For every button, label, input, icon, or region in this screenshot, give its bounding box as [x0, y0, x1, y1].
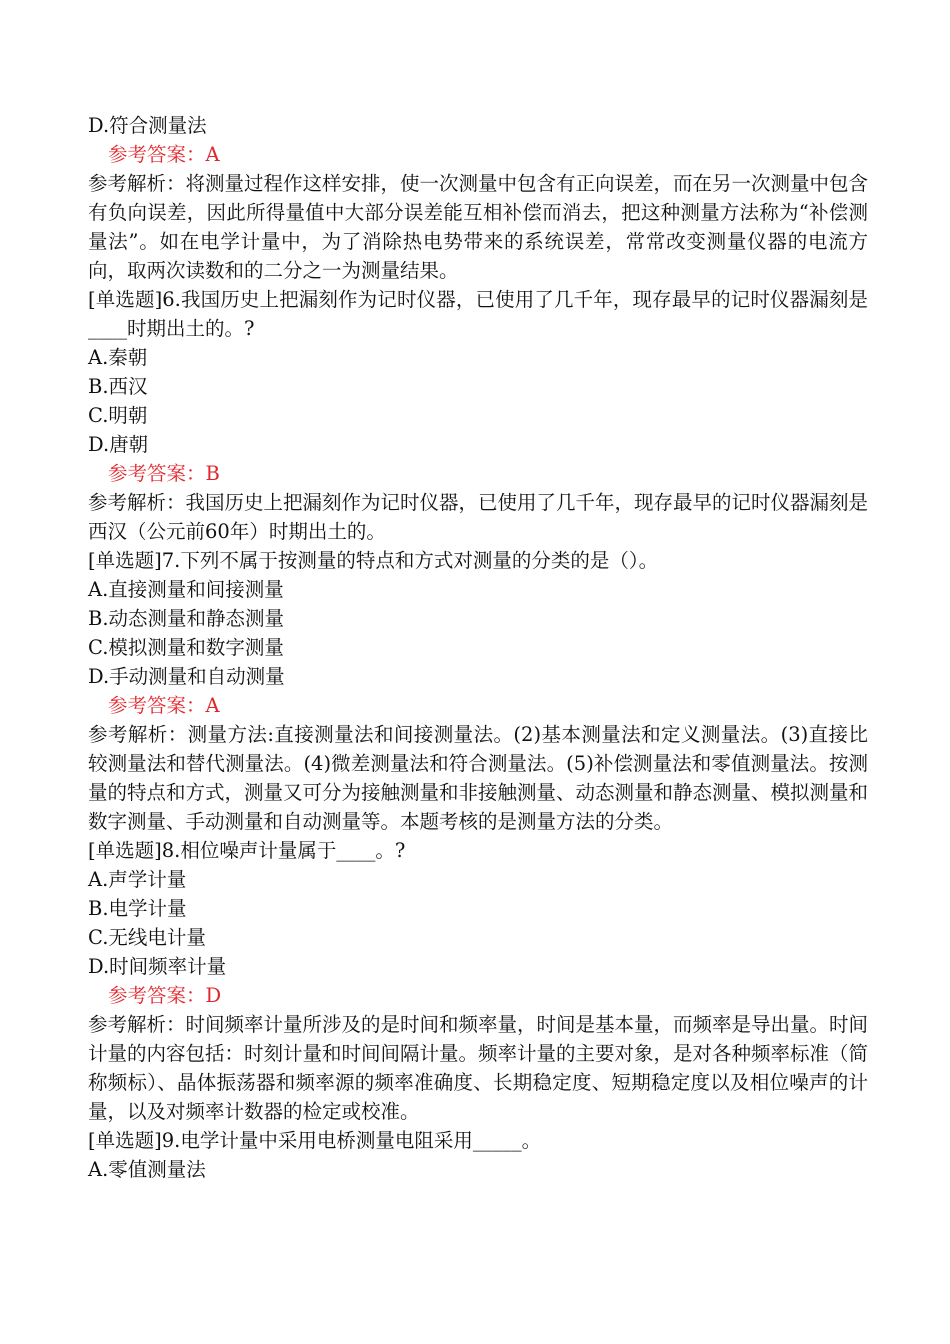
option-b-q6: B.西汉 — [88, 375, 148, 398]
answer-q6: 参考答案：B — [108, 462, 220, 485]
question-6: [单选题]6.我国历史上把漏刻作为记时仪器，已使用了几千年，现存最早的记时仪器漏刻是____时期出土的。? — [88, 288, 868, 340]
option-d-q5: D.符合测量法 — [88, 114, 207, 137]
option-b-q7: B.动态测量和静态测量 — [88, 607, 285, 630]
question-8: [单选题]8.相位噪声计量属于____。? — [88, 839, 406, 862]
option-d-q7: D.手动测量和自动测量 — [88, 665, 285, 688]
option-d-q8: D.时间频率计量 — [88, 955, 227, 978]
option-c-q6: C.明朝 — [88, 404, 148, 427]
analysis-q8: 参考解析：时间频率计量所涉及的是时间和频率量，时间是基本量，而频率是导出量。时间计量的内容包括：时刻计量和时间间隔计量。频率计量的主要对象，是对各种频率标准（简称频标）、晶体振荡器和频率源的频率准确度、长期稳定度、短期稳定度以及相位噪声的计量，以及对频率计数器的检定或校准。 — [88, 1013, 869, 1123]
option-a-q7: A.直接测量和间接测量 — [88, 578, 284, 601]
option-a-q6: A.秦朝 — [88, 346, 148, 369]
answer-q8: 参考答案：D — [108, 984, 222, 1007]
answer-q7: 参考答案：A — [108, 694, 220, 717]
document-page — [88, 111, 868, 1184]
analysis-q5: 参考解析：将测量过程作这样安排，使一次测量中包含有正向误差，而在另一次测量中包含有负向误差，因此所得量值中大部分误差能互相补偿而消去，把这种测量方法称为“补偿测量法”。如在电学计量中，为了消除热电势带来的系统误差，常常改变测量仪器的电流方向，取两次读数和的二分之一为测量结果。 — [88, 172, 869, 282]
analysis-q6: 参考解析：我国历史上把漏刻作为记时仪器，已使用了几千年，现存最早的记时仪器漏刻是西汉（公元前60年）时期出土的。 — [88, 491, 869, 543]
option-c-q7: C.模拟测量和数字测量 — [88, 636, 284, 659]
question-7: [单选题]7.下列不属于按测量的特点和方式对测量的分类的是（）。 — [88, 549, 659, 572]
option-d-q6: D.唐朝 — [88, 433, 149, 456]
question-9: [单选题]9.电学计量中采用电桥测量电阻采用_____。 — [88, 1129, 542, 1152]
option-c-q8: C.无线电计量 — [88, 926, 206, 949]
option-b-q8: B.电学计量 — [88, 897, 187, 920]
option-a-q9: A.零值测量法 — [88, 1158, 206, 1181]
analysis-q7: 参考解析：测量方法:直接测量法和间接测量法。(2)基本测量法和定义测量法。(3)直接比较测量法和替代测量法。(4)微差测量法和符合测量法。(5)补偿测量法和零值测量法。按测量的特点和方式，测量又可分为接触测量和非接触测量、动态测量和静态测量、模拟测量和数字测量、手动测量和自动测量等。本题考核的是测量方法的分类。 — [88, 723, 869, 833]
option-a-q8: A.声学计量 — [88, 868, 187, 891]
answer-q5: 参考答案：A — [108, 143, 220, 166]
